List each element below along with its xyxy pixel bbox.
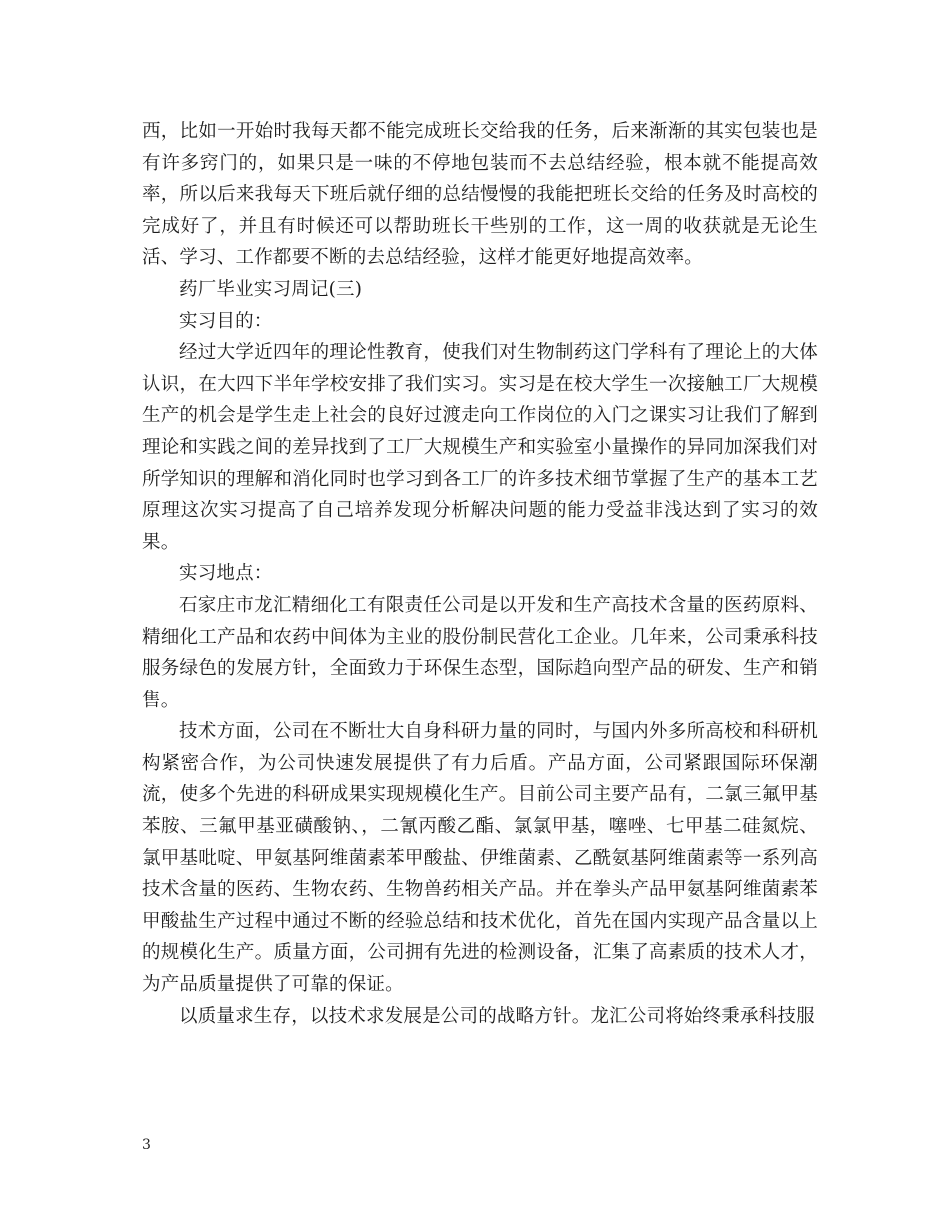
page-number: 3 <box>142 1137 151 1153</box>
subheading-purpose: 实习目的： <box>179 310 273 332</box>
paragraph-purpose: 经过大学近四年的理论性教育，使我们对生物制药这门学科有了理论上的大体认识，在大四下半年学校安排了我们实习。实习是在校大学生一次接触工厂大规模生产的机会是学生走上社会的良好过渡走向工作岗位的入门之课实习让我们了解到理论和实践之间的差异找到了工厂大规模生产和实验室小量操作的异同加深我们对所学知识的理解和消化同时也学习到各工厂的许多技术细节掌握了生产的基本工艺原理这次实习提高了自己培养发现分析解决问题的能力受益非浅达到了实习的效果。 <box>142 342 818 553</box>
paragraph-technology: 技术方面，公司在不断壮大自身科研力量的同时，与国内外多所高校和科研机构紧密合作，为公司快速发展提供了有力后盾。产品方面，公司紧跟国际环保潮流，使多个先进的科研成果实现规模化生产。目前公司主要产品有，二氯三氟甲基苯胺、三氟甲基亚磺酸钠、，二氰丙酸乙酯、氯氯甲基，噻唑、七甲基二硅氮烷、氯甲基吡啶、甲氨基阿维菌素苯甲酸盐、伊维菌素、乙酰氨基阿维菌素等一系列高技术含量的医药、生物农药、生物兽药相关产品。并在拳头产品甲氨基阿维菌素苯甲酸盐生产过程中通过不断的经验总结和技术优化，首先在国内实现产品含量以上的规模化生产。质量方面，公司拥有先进的检测设备，汇集了高素质的技术人才，为产品质量提供了可靠的保证。 <box>142 721 818 996</box>
paragraph-strategy: 以质量求生存，以技术求发展是公司的战略方针。龙汇公司将始终秉承科技服 <box>179 1005 815 1027</box>
document-body <box>142 116 818 1032</box>
paragraph-company-intro: 石家庄市龙汇精细化工有限责任公司是以开发和生产高技术含量的医药原料、精细化工产品和农药中间体为主业的股份制民营化工企业。几年来，公司秉承科技服务绿色的发展方针，全面致力于环保生态型，国际趋向型产品的研发、生产和销售。 <box>142 594 818 711</box>
paragraph-1: 西，比如一开始时我每天都不能完成班长交给我的任务，后来渐渐的其实包装也是有许多窍门的，如果只是一味的不停地包装而不去总结经验，根本就不能提高效率，所以后来我每天下班后就仔细的总结慢慢的我能把班长交给的任务及时高校的完成好了，并且有时候还可以帮助班长干些别的工作，这一周的收获就是无论生活、学习、工作都要不断的去总结经验，这样才能更好地提高效率。 <box>142 121 818 269</box>
subheading-location: 实习地点： <box>179 563 273 585</box>
section-title: 药厂毕业实习周记(三) <box>179 278 363 300</box>
